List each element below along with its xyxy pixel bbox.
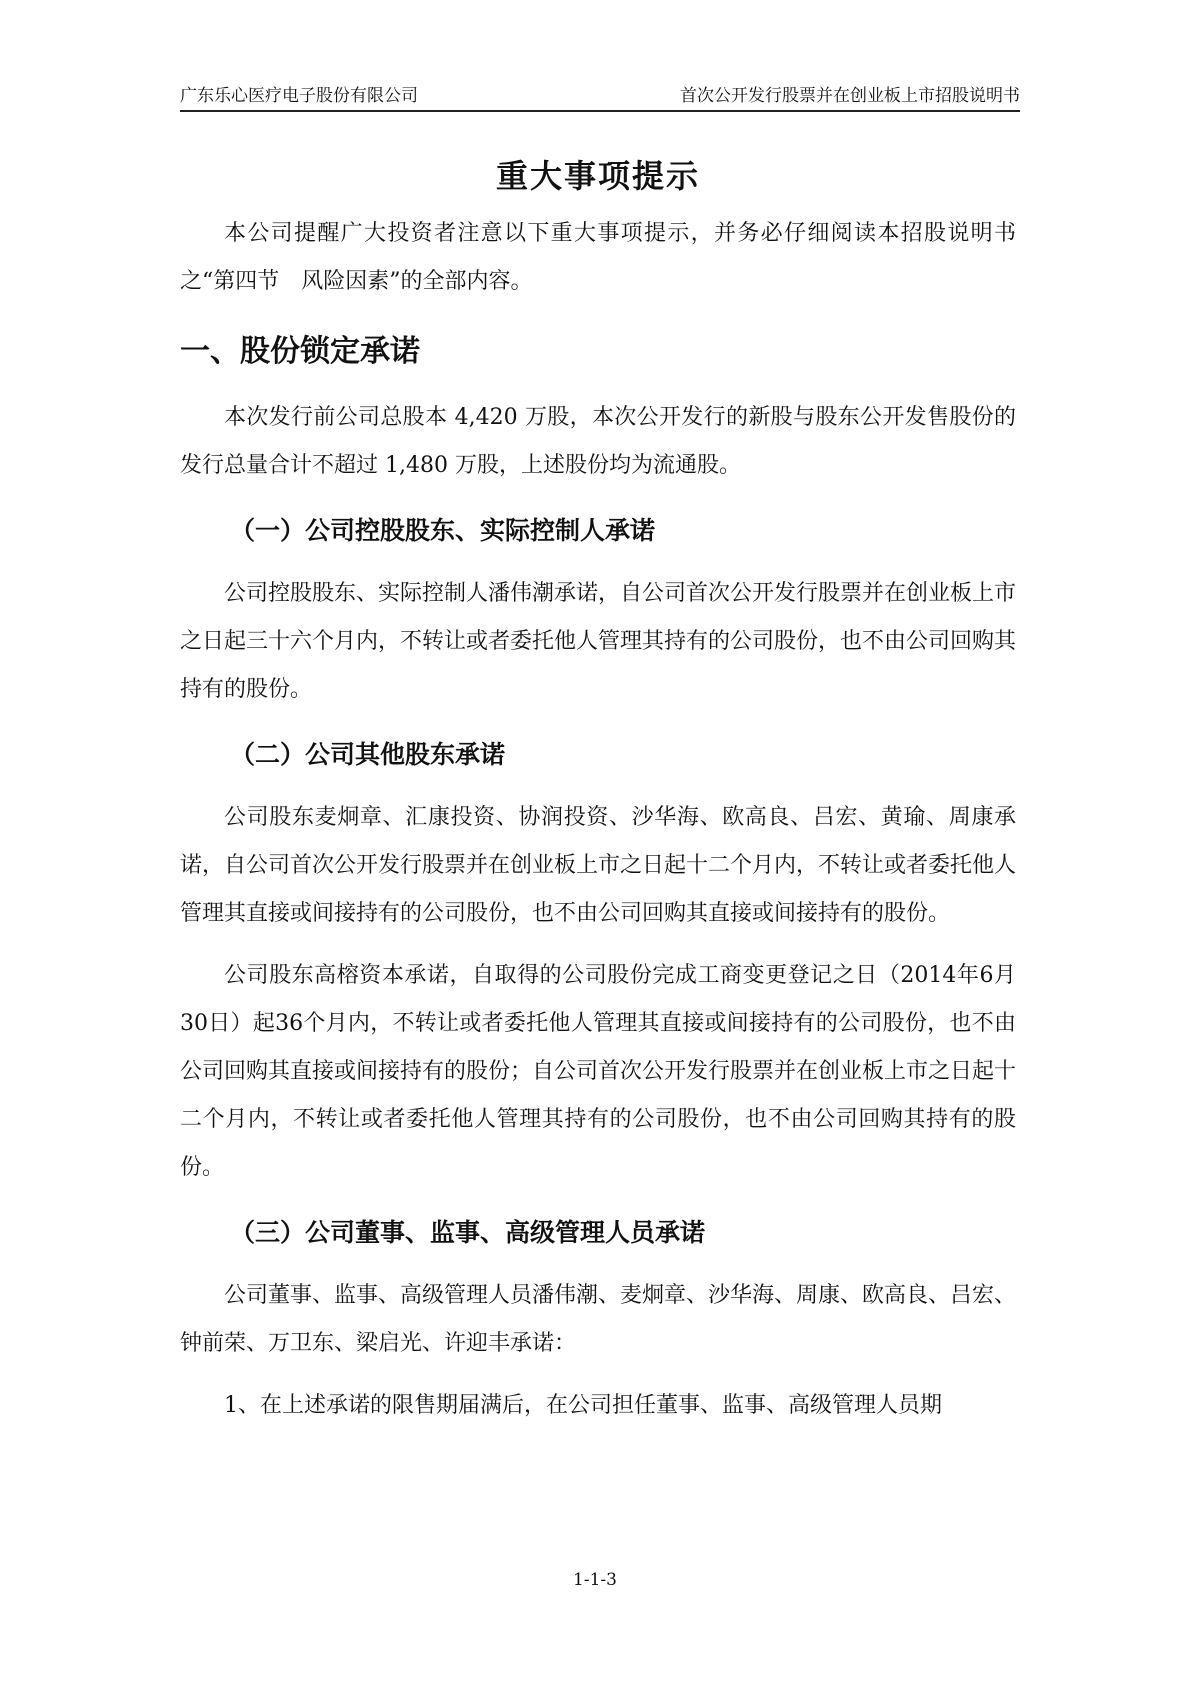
- subsection-paragraph-directors-list: 公司董事、监事、高级管理人员潘伟潮、麦炯章、沙华海、周康、欧高良、吕宏、钟前荣、万卫东、梁启光、许迎丰承诺：: [180, 1283, 1017, 1356]
- paragraph-gap: [180, 938, 1016, 952]
- page-title: 重大事项提示: [495, 157, 700, 195]
- header-document-title: 首次公开发行股票并在创业板上市招股说明书: [680, 86, 1020, 106]
- intro-paragraph: 本公司提醒广大投资者注意以下重大事项提示，并务必仔细阅读本招股说明书之“第四节 风险因素”的全部内容。: [180, 221, 1016, 294]
- paragraph-gap: [180, 1368, 1016, 1382]
- subsection-paragraph-item-1: 1、在上述承诺的限售期届满后，在公司担任董事、监事、高级管理人员期: [224, 1393, 942, 1418]
- subsection-paragraph-gaorong-capital: 公司股东高榕资本承诺，自取得的公司股份完成工商变更登记之日（2014年6月30日）起36个月内，不转让或者委托他人管理其直接或间接持有的公司股份，也不由公司回购其直接或间接持有的股份；自公司首次公开发行股票并在创业板上市之日起十二个月内，不转让或者委托他人管理其持有的公司股份，也不由公司回购其持有的股份。: [180, 963, 1017, 1180]
- subsection-paragraph-controlling-shareholder: 公司控股股东、实际控制人潘伟潮承诺，自公司首次公开发行股票并在创业板上市之日起三十六个月内，不转让或者委托他人管理其持有的公司股份，也不由公司回购其持有的股份。: [180, 581, 1017, 702]
- subsection-paragraph-other-shareholders: 公司股东麦炯章、汇康投资、协润投资、沙华海、欧高良、吕宏、黄瑜、周康承诺，自公司首次公开发行股票并在创业板上市之日起十二个月内，不转让或者委托他人管理其直接或间接持有的公司股份，也不由公司回购其直接或间接持有的股份。: [180, 805, 1017, 926]
- page-number: 1-1-3: [573, 1570, 617, 1590]
- section-paragraph-share-capital: 本次发行前公司总股本 4,420 万股，本次公开发行的新股与股东公开发售股份的发行总量合计不超过 1,480 万股，上述股份均为流通股。: [180, 405, 1016, 478]
- section-heading-share-lockup: 一、股份锁定承诺: [180, 334, 420, 369]
- header-company-name: 广东乐心医疗电子股份有限公司: [180, 86, 418, 106]
- subsection-heading-controlling-shareholder: （一）公司控股股东、实际控制人承诺: [230, 516, 656, 545]
- page-header: [180, 82, 1020, 112]
- page-content: [180, 148, 1016, 1430]
- subsection-heading-directors-supervisors: （三）公司董事、监事、高级管理人员承诺: [230, 1218, 706, 1247]
- subsection-heading-other-shareholders: （二）公司其他股东承诺: [230, 740, 506, 769]
